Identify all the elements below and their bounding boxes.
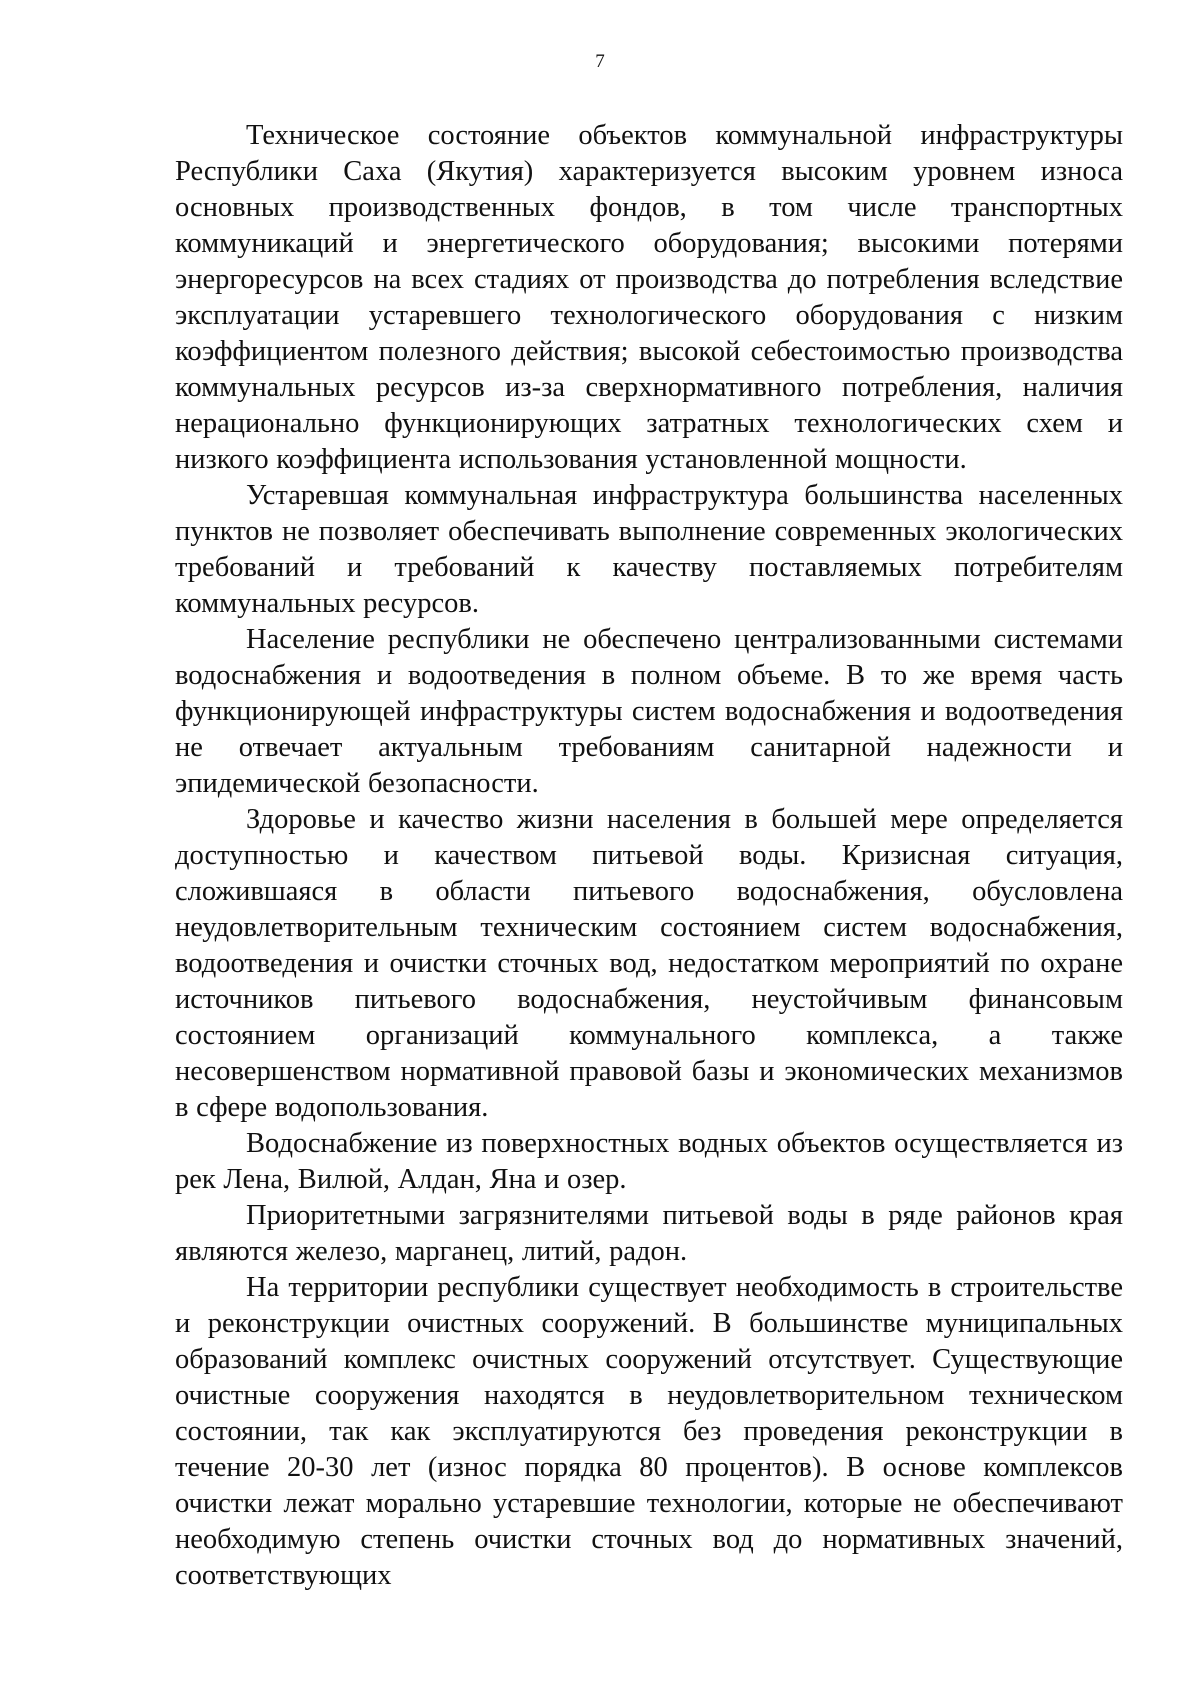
paragraph-surface-water-sources: Водоснабжение из поверхностных водных объектов осуществляется из рек Лена, Вилюй, Алдан, Яна и озер. — [175, 1128, 1123, 1195]
page-number: 7 — [595, 51, 605, 72]
paragraph-treatment-facilities: На территории республики существует необходимость в строительстве и реконструкции очистных сооружений. В большинстве муниципальных образований комплекс очистных сооружений отсутствует. Существующие очистные сооружения находятся в неудовлетворительном техническом состоянии, так как эксплуатируются без проведения реконструкции в течение 20-30 лет (износ порядка 80 процентов). В основе комплексов очистки лежат морально устаревшие технологии, которые не обеспечивают необходимую степень очистки сточных вод до нормативных значений, соответствующих — [175, 1272, 1123, 1591]
paragraph-water-pollutants: Приоритетными загрязнителями питьевой воды в ряде районов края являются железо, марганец, литий, радон. — [175, 1200, 1123, 1267]
paragraph-infrastructure-condition: Техническое состояние объектов коммунальной инфраструктуры Республики Саха (Якутия) характеризуется высоким уровнем износа основных производственных фондов, в том числе транспортных коммуникаций и энергетического оборудования; высокими потерями энергоресурсов на всех стадиях от производства до потребления вследствие эксплуатации устаревшего технологического оборудования с низким коэффициентом полезного действия; высокой себестоимостью производства коммунальных ресурсов из-за сверхнормативного потребления, наличия нерационально функционирующих затратных технологических схем и низкого коэффициента использования установленной мощности. — [175, 120, 1123, 475]
paragraph-water-supply-coverage: Население республики не обеспечено централизованными системами водоснабжения и водоотведения в полном объеме. В то же время часть функционирующей инфраструктуры систем водоснабжения и водоотведения не отвечает актуальным требованиям санитарной надежности и эпидемической безопасности. — [175, 624, 1123, 799]
paragraph-outdated-infrastructure: Устаревшая коммунальная инфраструктура большинства населенных пунктов не позволяет обеспечивать выполнение современных экологических требований и требований к качеству поставляемых потребителям коммунальных ресурсов. — [175, 480, 1123, 619]
paragraph-drinking-water-quality: Здоровье и качество жизни населения в большей мере определяется доступностью и качеством питьевой воды. Кризисная ситуация, сложившаяся в области питьевого водоснабжения, обусловлена неудовлетворительным техническим состоянием систем водоснабжения, водоотведения и очистки сточных вод, недостатком мероприятий по охране источников питьевого водоснабжения, неустойчивым финансовым состоянием организаций коммунального комплекса, а также несовершенством нормативной правовой базы и экономических механизмов в сфере водопользования. — [175, 804, 1123, 1123]
document-body — [175, 118, 1123, 1594]
